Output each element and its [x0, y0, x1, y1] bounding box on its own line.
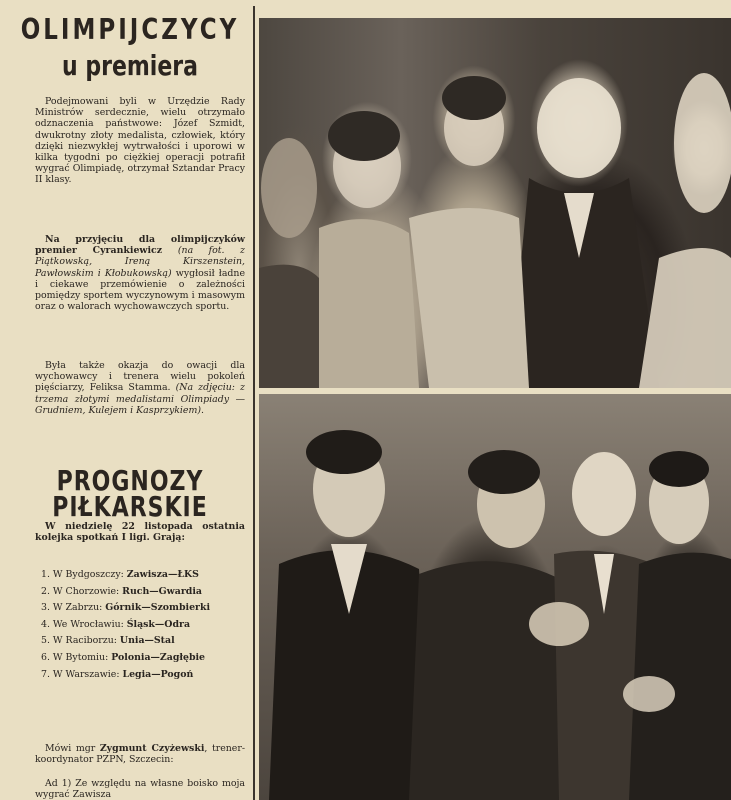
- quote-start: Mówi mgr: [45, 743, 100, 754]
- fixture-city: 5. W Raciborzu:: [41, 635, 120, 647]
- fixture-city: 6. W Bytomiu:: [41, 651, 112, 663]
- article2-title-line2: PIŁKARSKIE: [52, 492, 208, 524]
- fixture-match: Ruch—Gwardia: [122, 585, 202, 597]
- article1-title-line2: u premiera: [62, 51, 198, 83]
- article1-paragraph-1: Podejmowani byli w Urzędzie Rady Ministrów serdecznie, wielu otrzymało odznaczenia państwowe: Józef Szmidt, dwukrotny złoty medalista, człowiek, który dzięki niezwykłej wytrwałości i uporowi w kilka tygodni po ciężkiej operacji potrafił wygrać Olimpiadę, otrzymał Sztandar Pracy II klasy.: [35, 96, 245, 186]
- column-divider: [253, 6, 255, 800]
- article2-title-line1: PROGNOZY: [56, 466, 204, 498]
- fixture-match: Śląsk—Odra: [126, 618, 191, 630]
- fixture-match: Unia—Stal: [119, 635, 175, 647]
- fixture-item: [35, 670, 245, 681]
- fixture-city: 1. W Bydgoszczy:: [41, 569, 127, 580]
- fixture-item: [35, 653, 245, 664]
- fixture-item: [35, 636, 245, 647]
- article1-p3-caption: (Na zdjęciu: z trzema złotymi medalistami Olimpiady — Grudniem, Kulejem i Kasprzykiem).: [35, 382, 245, 416]
- fixture-item: [35, 603, 245, 614]
- fixture-item: [35, 587, 245, 598]
- article1-p2-start: Na przyjęciu dla olimpijczyków premier Cyrankiewicz: [35, 234, 245, 257]
- photo-boxers-with-coach: [259, 394, 731, 800]
- left-column: [0, 0, 250, 800]
- fixture-match: Polonia—Zagłębie: [111, 651, 206, 663]
- article1-p3-start: Była także okazja do owacji dla wychowawcy i trenera wielu pokoleń pięściarzy, Feliksa Stamma.: [35, 360, 245, 394]
- quote-end: , trener-koordynator PZPN, Szczecin:: [35, 743, 246, 766]
- fixture-city: 7. W Warszawie:: [41, 668, 123, 680]
- article2-quote: [35, 743, 245, 765]
- fixture-match: Legia—Pogoń: [122, 668, 194, 680]
- article1-paragraph-2: [35, 234, 245, 312]
- photo-premier-reception-figures: [259, 18, 731, 388]
- fixture-match: Zawisza—ŁKS: [126, 569, 199, 580]
- fixture-city: 4. We Wrocławiu:: [41, 618, 127, 630]
- fixture-item: [35, 620, 245, 631]
- article2-intro: W niedzielę 22 listopada ostatnia kolejka spotkań I ligi. Grają:: [35, 521, 245, 544]
- quote-name: Zygmunt Czyżewski: [99, 743, 205, 754]
- fixture-match: Górnik—Szombierki: [105, 602, 211, 614]
- article1-title-line1: OLIMPIJCZYCY: [20, 14, 240, 47]
- article1-p2-end: wygłosił ładne i ciekawe przemówienie o zależności pomiędzy sportem wyczynowym i masowym oraz o walorach wychowawczych sportu.: [35, 267, 245, 313]
- article2-answer: Ad 1) Ze względu na własne boisko moja wygrać Zawisza: [35, 778, 245, 800]
- fixture-list: [35, 570, 245, 686]
- article1-paragraph-3: [35, 360, 245, 416]
- article1-p2-caption: (na fot. z Piątkowską, Ireną Kirszenstein, Pawłowskim i Kłobukowską): [35, 245, 245, 279]
- photo-boxers-with-coach-figures: [259, 394, 731, 800]
- photo-premier-reception: [259, 18, 731, 388]
- fixture-item: [35, 570, 245, 581]
- fixture-city: 3. W Zabrzu:: [41, 602, 106, 614]
- fixture-city: 2. W Chorzowie:: [41, 585, 123, 597]
